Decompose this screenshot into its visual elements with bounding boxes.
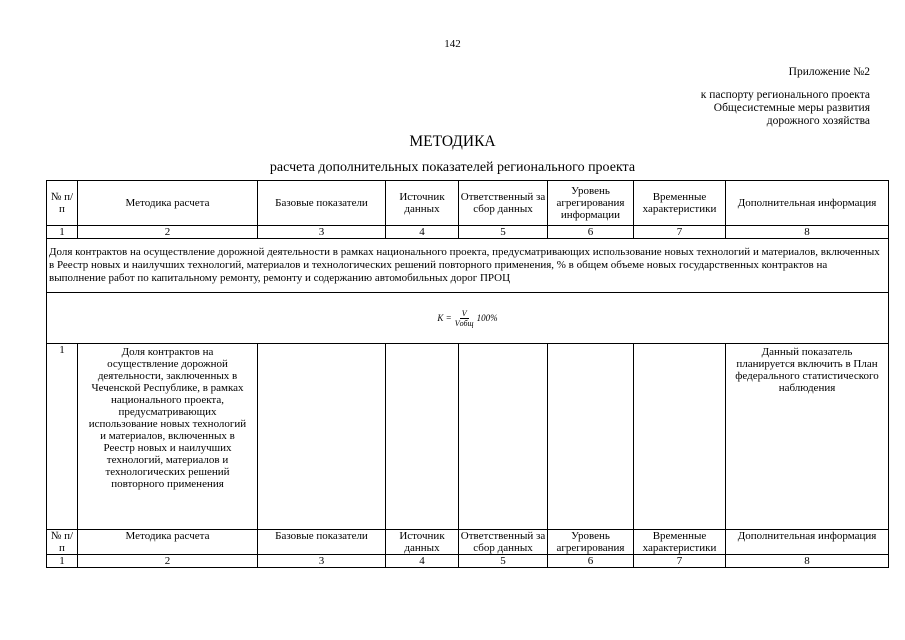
column-number-row — [47, 226, 889, 239]
additional-info-cell: Данный показатель планируется включить в План федерального статистического наблюдения — [726, 344, 889, 530]
header-cell: Уровень агрегирования информации — [548, 181, 634, 226]
column-number: 8 — [726, 555, 889, 568]
aggregation-level-cell — [548, 344, 634, 530]
responsible-cell — [459, 344, 548, 530]
header-cell: Ответственный за сбор данных — [459, 181, 548, 226]
column-number: 3 — [258, 226, 386, 239]
table-row — [47, 344, 889, 530]
methodology-table — [46, 180, 889, 568]
header-cell: Базовые показатели — [258, 181, 386, 226]
passport-line-3: дорожного хозяйства — [766, 115, 870, 127]
formula-rhs: 100% — [476, 313, 498, 323]
formula-numerator: V — [461, 308, 467, 318]
column-number: 4 — [386, 226, 459, 239]
indicator-description: Доля контрактов на осуществление дорожной деятельности в рамках национального проекта, предусматривающих использование новых технологий и материалов, включенных в Реестр новых и наилучших технологий, материалов и технологических решений повторного применения, % в общем объеме новых государственных контрактов на выполнение работ по капитальному ремонту, ремонту и содержанию автомобильных дорог ПРОЦ — [47, 239, 889, 293]
header-cell: Методика расчета — [125, 530, 210, 542]
time-characteristics-cell — [634, 344, 726, 530]
formula-row — [47, 293, 889, 344]
indicator-row — [47, 239, 889, 293]
column-number: 6 — [548, 226, 634, 239]
appendix-label: Приложение №2 — [788, 66, 870, 78]
column-number: 2 — [78, 226, 258, 239]
data-source-cell — [386, 344, 459, 530]
header-cell: № п/п — [47, 181, 78, 226]
column-number: 8 — [726, 226, 889, 239]
header-cell: Методика расчета — [78, 181, 258, 226]
column-number: 1 — [47, 226, 78, 239]
formula-fraction — [455, 309, 474, 328]
document-subtitle: расчета дополнительных показателей регионального проекта — [269, 160, 636, 175]
document-title: МЕТОДИКА — [409, 133, 496, 150]
header-cell: Дополнительная информация — [726, 181, 889, 226]
formula-cell — [47, 293, 889, 344]
page-number: 142 — [444, 38, 461, 50]
column-number: 7 — [634, 226, 726, 239]
column-number: 2 — [78, 555, 258, 568]
column-number: 5 — [459, 226, 548, 239]
header-cell: Базовые показатели — [275, 530, 368, 542]
header-cell: № п/п — [50, 530, 74, 554]
column-number: 3 — [258, 555, 386, 568]
header-cell: Временные характеристики — [634, 181, 726, 226]
header-cell: Временные характеристики — [642, 530, 717, 554]
repeated-header-row — [47, 530, 889, 555]
passport-line-1: к паспорту регионального проекта — [700, 89, 870, 101]
base-indicators-cell — [258, 344, 386, 530]
column-number: 1 — [47, 555, 78, 568]
formula-denominator: Vобщ — [454, 318, 474, 328]
column-number: 6 — [548, 555, 634, 568]
header-cell: Источник данных — [399, 530, 445, 554]
header-cell: Источник данных — [386, 181, 459, 226]
column-number: 5 — [459, 555, 548, 568]
passport-line-2: Общесистемные меры развития — [713, 102, 870, 114]
header-cell: Уровень агрегирования — [556, 530, 625, 554]
repeated-column-number-row — [47, 555, 889, 568]
formula — [437, 309, 497, 328]
table-header-row — [47, 181, 889, 226]
row-number: 1 — [47, 344, 78, 530]
formula-lhs: K = — [437, 313, 452, 323]
column-number: 4 — [386, 555, 459, 568]
passport-reference — [701, 89, 870, 128]
method-cell: Доля контрактов на осуществление дорожной деятельности, заключенных в Чеченской Республике, в рамках национального проекта, предусматривающих использование новых технологий и материалов, включенных в Реестр новых и наилучших технологий, материалов и технологических решений повторного применения — [78, 344, 258, 530]
header-cell: Ответственный за сбор данных — [460, 530, 546, 554]
column-number: 7 — [634, 555, 726, 568]
header-cell: Дополнительная информация — [737, 530, 877, 542]
